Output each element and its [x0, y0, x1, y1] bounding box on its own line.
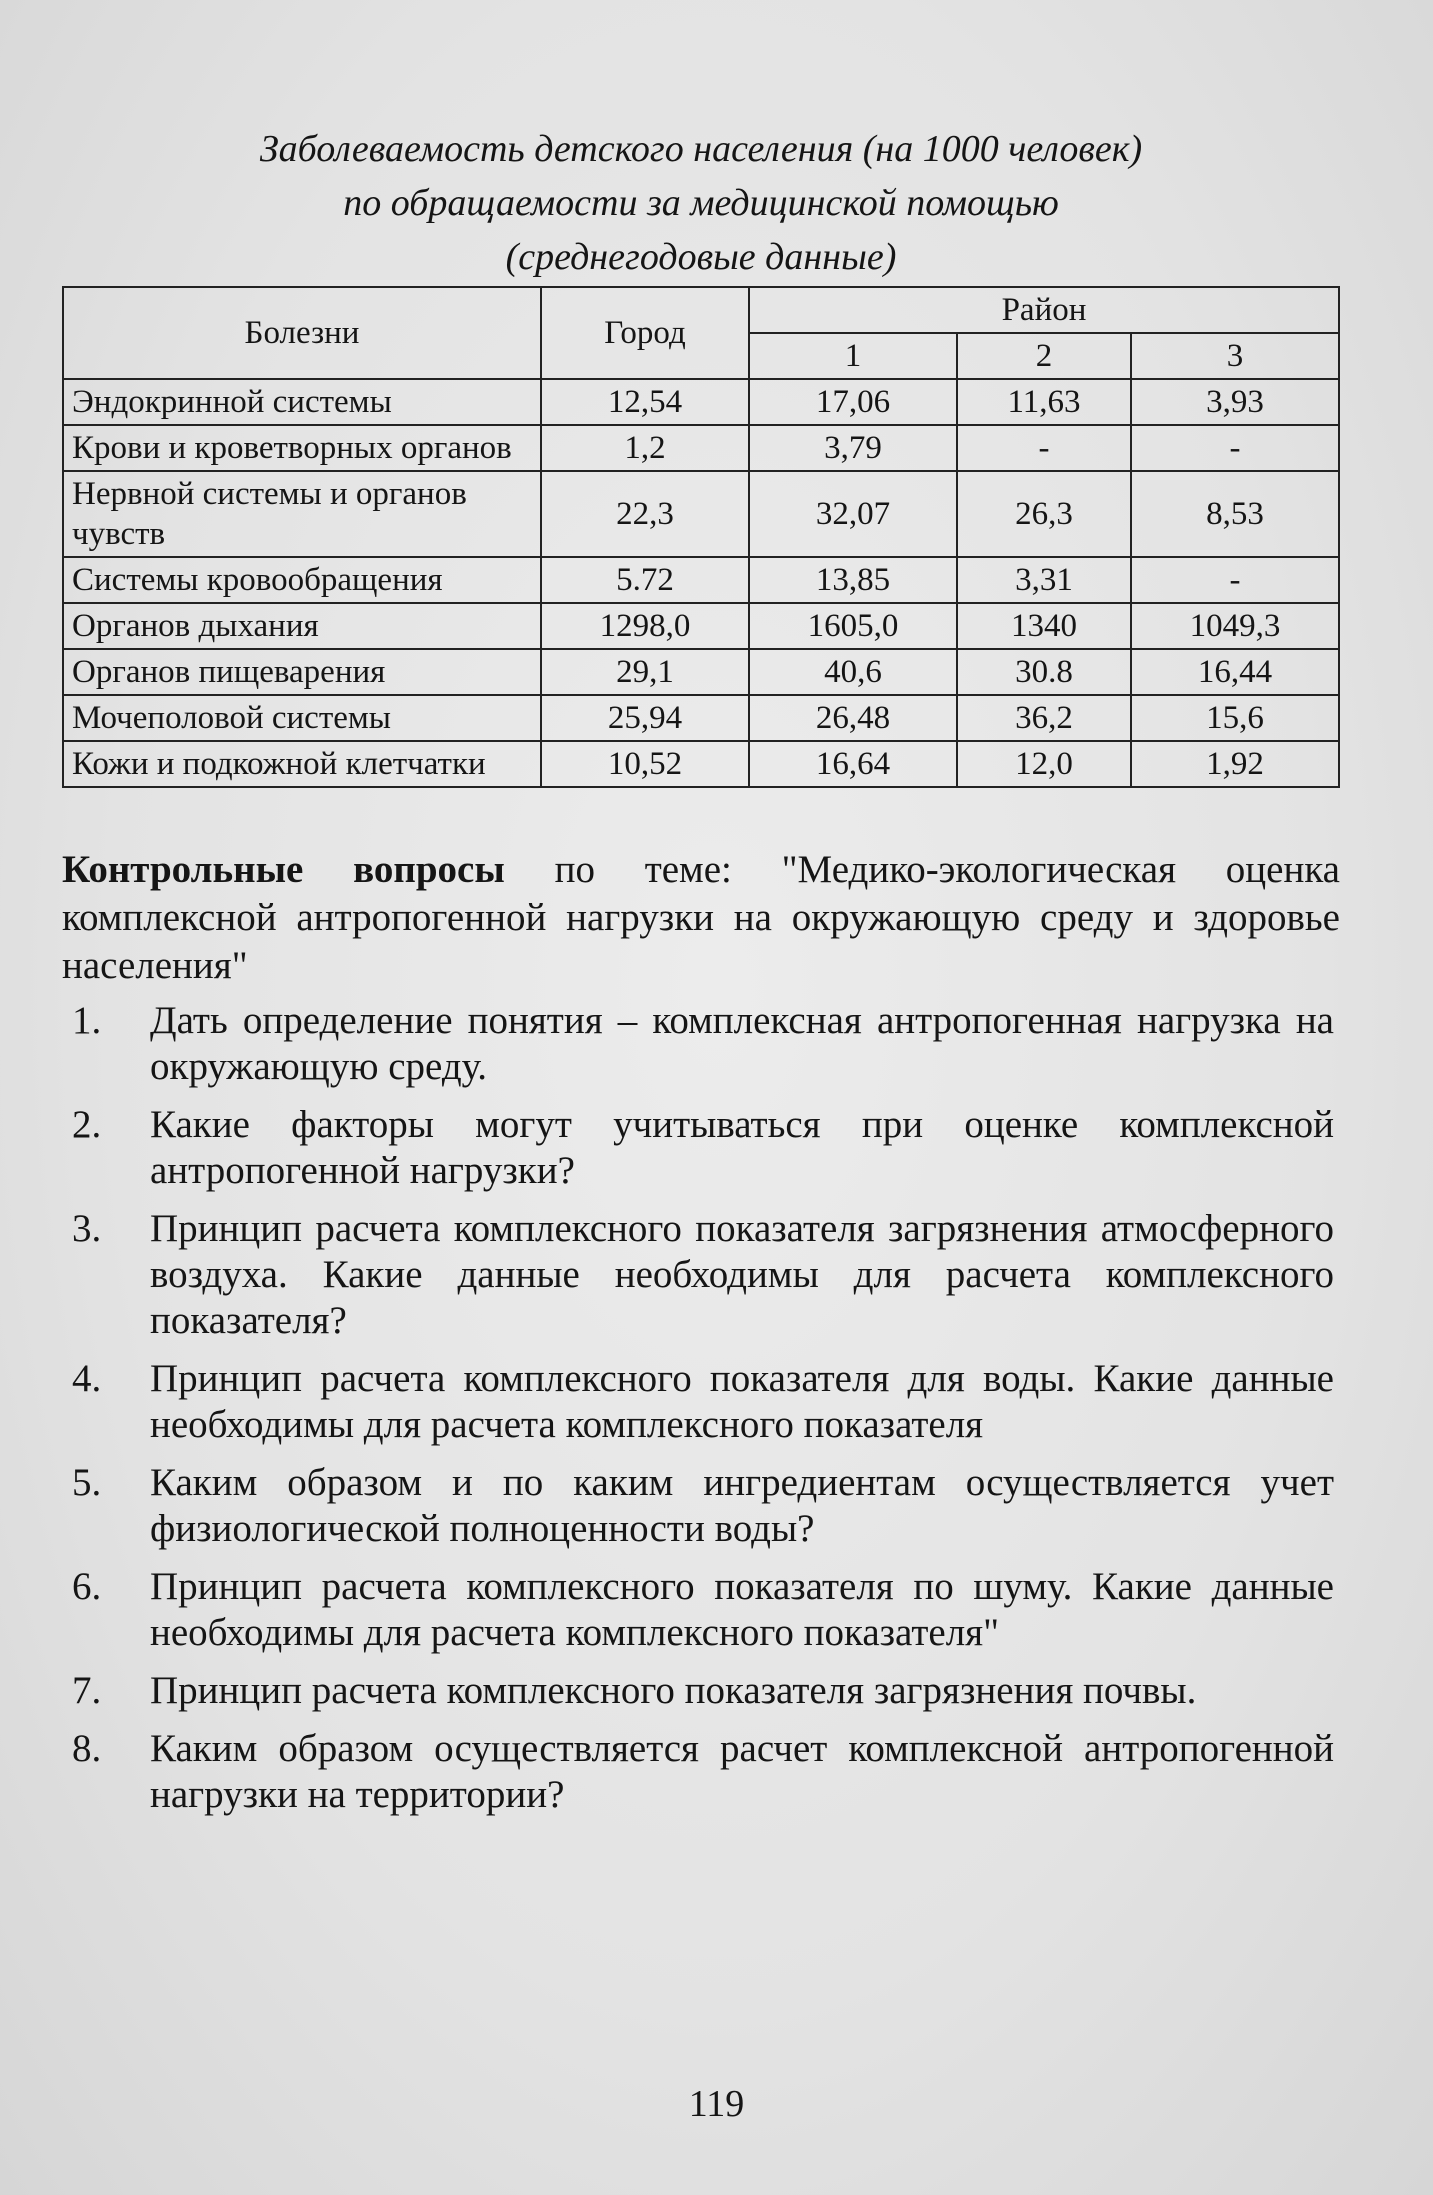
city-value: 12,54 — [541, 379, 749, 425]
question-text: Каким образом и по каким ингредиентам осуществляется учет физиологической полноценности воды? — [150, 1461, 1334, 1550]
district-2-value: 26,3 — [957, 471, 1131, 557]
district-1-value: 40,6 — [749, 649, 957, 695]
section-heading-text: по теме: "Медико-экологическая оценка комплексной антропогенной нагрузки на окружающую среду и здоровье населения" — [62, 848, 1340, 987]
district-2-value: 36,2 — [957, 695, 1131, 741]
table-header-row — [63, 287, 1339, 333]
question-text: Принцип расчета комплексного показателя загрязнения атмосферного воздуха. Какие данные необходимы для расчета комплексного показателя? — [150, 1207, 1334, 1342]
city-value: 29,1 — [541, 649, 749, 695]
list-item — [62, 1102, 1340, 1194]
morbidity-table — [62, 286, 1340, 788]
disease-name: Органов пищеварения — [63, 649, 541, 695]
question-text: Каким образом осуществляется расчет комплексной антропогенной нагрузки на территории? — [150, 1727, 1334, 1816]
disease-name: Мочеполовой системы — [63, 695, 541, 741]
table-row — [63, 603, 1339, 649]
table-row — [63, 741, 1339, 787]
disease-name: Кожи и подкожной клетчатки — [63, 741, 541, 787]
table-caption — [62, 122, 1340, 284]
caption-line-3: (среднегодовые данные) — [505, 236, 897, 278]
table-row — [63, 471, 1339, 557]
header-district: Район — [749, 287, 1339, 333]
disease-name: Системы кровообращения — [63, 557, 541, 603]
caption-line-1: Заболеваемость детского населения (на 1000 человек) — [259, 128, 1143, 170]
district-2-value: 30.8 — [957, 649, 1131, 695]
district-1-value: 16,64 — [749, 741, 957, 787]
caption-line-2: по обращаемости за медицинской помощью — [343, 182, 1059, 224]
district-2-value: 12,0 — [957, 741, 1131, 787]
question-number: 6. — [72, 1565, 102, 1608]
disease-name: Нервной системы и органов чувств — [63, 471, 541, 557]
table-row — [63, 695, 1339, 741]
question-number: 7. — [72, 1669, 102, 1712]
district-3-value: 16,44 — [1131, 649, 1339, 695]
list-item — [62, 1356, 1340, 1448]
header-district-1: 1 — [749, 333, 957, 379]
district-1-value: 32,07 — [749, 471, 957, 557]
question-number: 4. — [72, 1357, 102, 1400]
district-2-value: 11,63 — [957, 379, 1131, 425]
question-number: 1. — [72, 999, 102, 1042]
table-row — [63, 425, 1339, 471]
section-heading — [62, 846, 1340, 990]
district-3-value: 1,92 — [1131, 741, 1339, 787]
district-1-value: 17,06 — [749, 379, 957, 425]
district-3-value: 3,93 — [1131, 379, 1339, 425]
table-row — [63, 649, 1339, 695]
list-item — [62, 1668, 1340, 1714]
list-item — [62, 1206, 1340, 1344]
table-row — [63, 379, 1339, 425]
district-3-value: 8,53 — [1131, 471, 1339, 557]
city-value: 10,52 — [541, 741, 749, 787]
list-item — [62, 1564, 1340, 1656]
question-text: Принцип расчета комплексного показателя загрязнения почвы. — [150, 1669, 1197, 1712]
header-disease: Болезни — [63, 287, 541, 379]
questions-list — [62, 998, 1340, 1818]
question-text: Дать определение понятия – комплексная антропогенная нагрузка на окружающую среду. — [150, 999, 1334, 1088]
disease-name: Крови и кроветворных органов — [63, 425, 541, 471]
district-3-value: 15,6 — [1131, 695, 1339, 741]
disease-name: Эндокринной системы — [63, 379, 541, 425]
question-number: 2. — [72, 1103, 102, 1146]
list-item — [62, 1726, 1340, 1818]
district-3-value: - — [1131, 557, 1339, 603]
city-value: 1298,0 — [541, 603, 749, 649]
question-text: Принцип расчета комплексного показателя по шуму. Какие данные необходимы для расчета комплексного показателя" — [150, 1565, 1334, 1654]
district-1-value: 3,79 — [749, 425, 957, 471]
list-item — [62, 998, 1340, 1090]
district-1-value: 13,85 — [749, 557, 957, 603]
table-row — [63, 557, 1339, 603]
question-number: 3. — [72, 1207, 102, 1250]
page-content — [62, 122, 1340, 1830]
city-value: 5.72 — [541, 557, 749, 603]
district-1-value: 1605,0 — [749, 603, 957, 649]
list-item — [62, 1460, 1340, 1552]
district-2-value: 3,31 — [957, 557, 1131, 603]
question-number: 8. — [72, 1727, 102, 1770]
district-3-value: 1049,3 — [1131, 603, 1339, 649]
city-value: 22,3 — [541, 471, 749, 557]
header-district-3: 3 — [1131, 333, 1339, 379]
district-3-value: - — [1131, 425, 1339, 471]
city-value: 1,2 — [541, 425, 749, 471]
header-city: Город — [541, 287, 749, 379]
question-text: Какие факторы могут учитываться при оценке комплексной антропогенной нагрузки? — [150, 1103, 1334, 1192]
district-2-value: - — [957, 425, 1131, 471]
disease-name: Органов дыхания — [63, 603, 541, 649]
district-2-value: 1340 — [957, 603, 1131, 649]
page-number: 119 — [688, 2083, 745, 2125]
city-value: 25,94 — [541, 695, 749, 741]
header-district-2: 2 — [957, 333, 1131, 379]
section-heading-bold: Контрольные вопросы — [62, 848, 505, 891]
question-text: Принцип расчета комплексного показателя для воды. Какие данные необходимы для расчета комплексного показателя — [150, 1357, 1334, 1446]
question-number: 5. — [72, 1461, 102, 1504]
district-1-value: 26,48 — [749, 695, 957, 741]
